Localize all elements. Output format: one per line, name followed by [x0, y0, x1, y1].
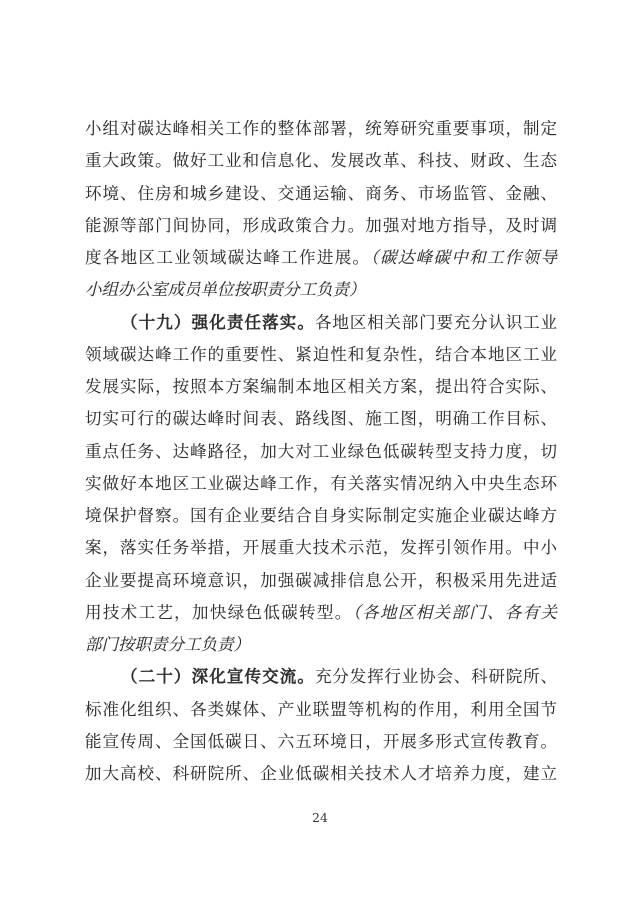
text-line — [85, 694, 557, 726]
text-segment: 用技术工艺，加快绿色低碳转型。 — [85, 602, 353, 622]
text-segment: 小组对碳达峰相关工作的整体部署，统筹研究重要事项，制定 — [85, 119, 557, 138]
text-line — [85, 403, 557, 435]
text-line — [85, 274, 557, 306]
text-line — [85, 113, 557, 145]
text-line — [85, 597, 557, 629]
text-segment: （各地区相关部门、各有关 — [352, 602, 558, 622]
document-text-block — [85, 113, 557, 790]
text-line — [85, 758, 557, 790]
text-line — [85, 371, 557, 403]
text-segment: 标准化组织、各类媒体、产业联盟等机构的作用，利用全国节 — [85, 699, 557, 719]
text-segment: 环境、住房和城乡建设、交通运输、商务、市场监管、金融、 — [85, 183, 557, 203]
text-segment: 重大政策。做好工业和信息化、发展改革、科技、财政、生态 — [85, 151, 557, 171]
text-line — [85, 532, 557, 564]
text-line — [85, 242, 557, 274]
text-line — [85, 436, 557, 468]
page-number: 24 — [312, 810, 328, 825]
text-segment: 充分发挥行业协会、科研院所、 — [315, 667, 557, 687]
text-segment: 领域碳达峰工作的重要性、紧迫性和复杂性，结合本地区工业 — [85, 344, 557, 364]
text-segment: 能源等部门间协同，形成政策合力。加强对地方指导，及时调 — [85, 215, 557, 235]
text-line — [85, 629, 557, 661]
text-line — [85, 661, 557, 693]
text-segment: 部门按职责分工负责） — [85, 635, 250, 654]
text-segment: （碳达峰碳中和工作领导 — [370, 248, 558, 267]
text-segment: 小组办公室成员单位按职责分工负责） — [85, 280, 366, 300]
text-line — [85, 726, 557, 758]
text-segment: 实做好本地区工业碳达峰工作，有关落实情况纳入中央生态环 — [85, 473, 557, 493]
text-line — [85, 145, 557, 177]
text-line — [85, 178, 557, 210]
text-line — [85, 339, 557, 371]
text-segment: 能宣传周、全国低碳日、六五环境日，开展多形式宣传教育。 — [85, 731, 557, 751]
text-segment: （十九）强化责任落实。 — [121, 312, 316, 332]
text-segment: 企业要提高环境意识，加强碳减排信息公开，积极采用先进适 — [85, 570, 557, 590]
text-segment: 发展实际，按照本方案编制本地区相关方案，提出符合实际、 — [85, 377, 557, 396]
text-line — [85, 307, 557, 339]
text-segment: 切实可行的碳达峰时间表、路线图、施工图，明确工作目标、 — [85, 409, 557, 429]
text-line — [85, 500, 557, 532]
text-segment: 加大高校、科研院所、企业低碳相关技术人才培养力度，建立 — [85, 764, 557, 783]
text-segment: 度各地区工业领域碳达峰工作进展。 — [85, 248, 371, 267]
text-segment: 案，落实任务举措，开展重大技术示范，发挥引领作用。中小 — [85, 538, 557, 558]
text-segment: 境保护督察。国有企业要结合自身实际制定实施企业碳达峰方 — [85, 506, 557, 525]
text-line — [85, 210, 557, 242]
text-segment: 各地区相关部门要充分认识工业 — [315, 312, 557, 332]
text-segment: 重点任务、达峰路径，加大对工业绿色低碳转型支持力度，切 — [85, 441, 557, 461]
text-segment: （二十）深化宣传交流。 — [121, 667, 316, 687]
text-line — [85, 565, 557, 597]
text-line — [85, 468, 557, 500]
